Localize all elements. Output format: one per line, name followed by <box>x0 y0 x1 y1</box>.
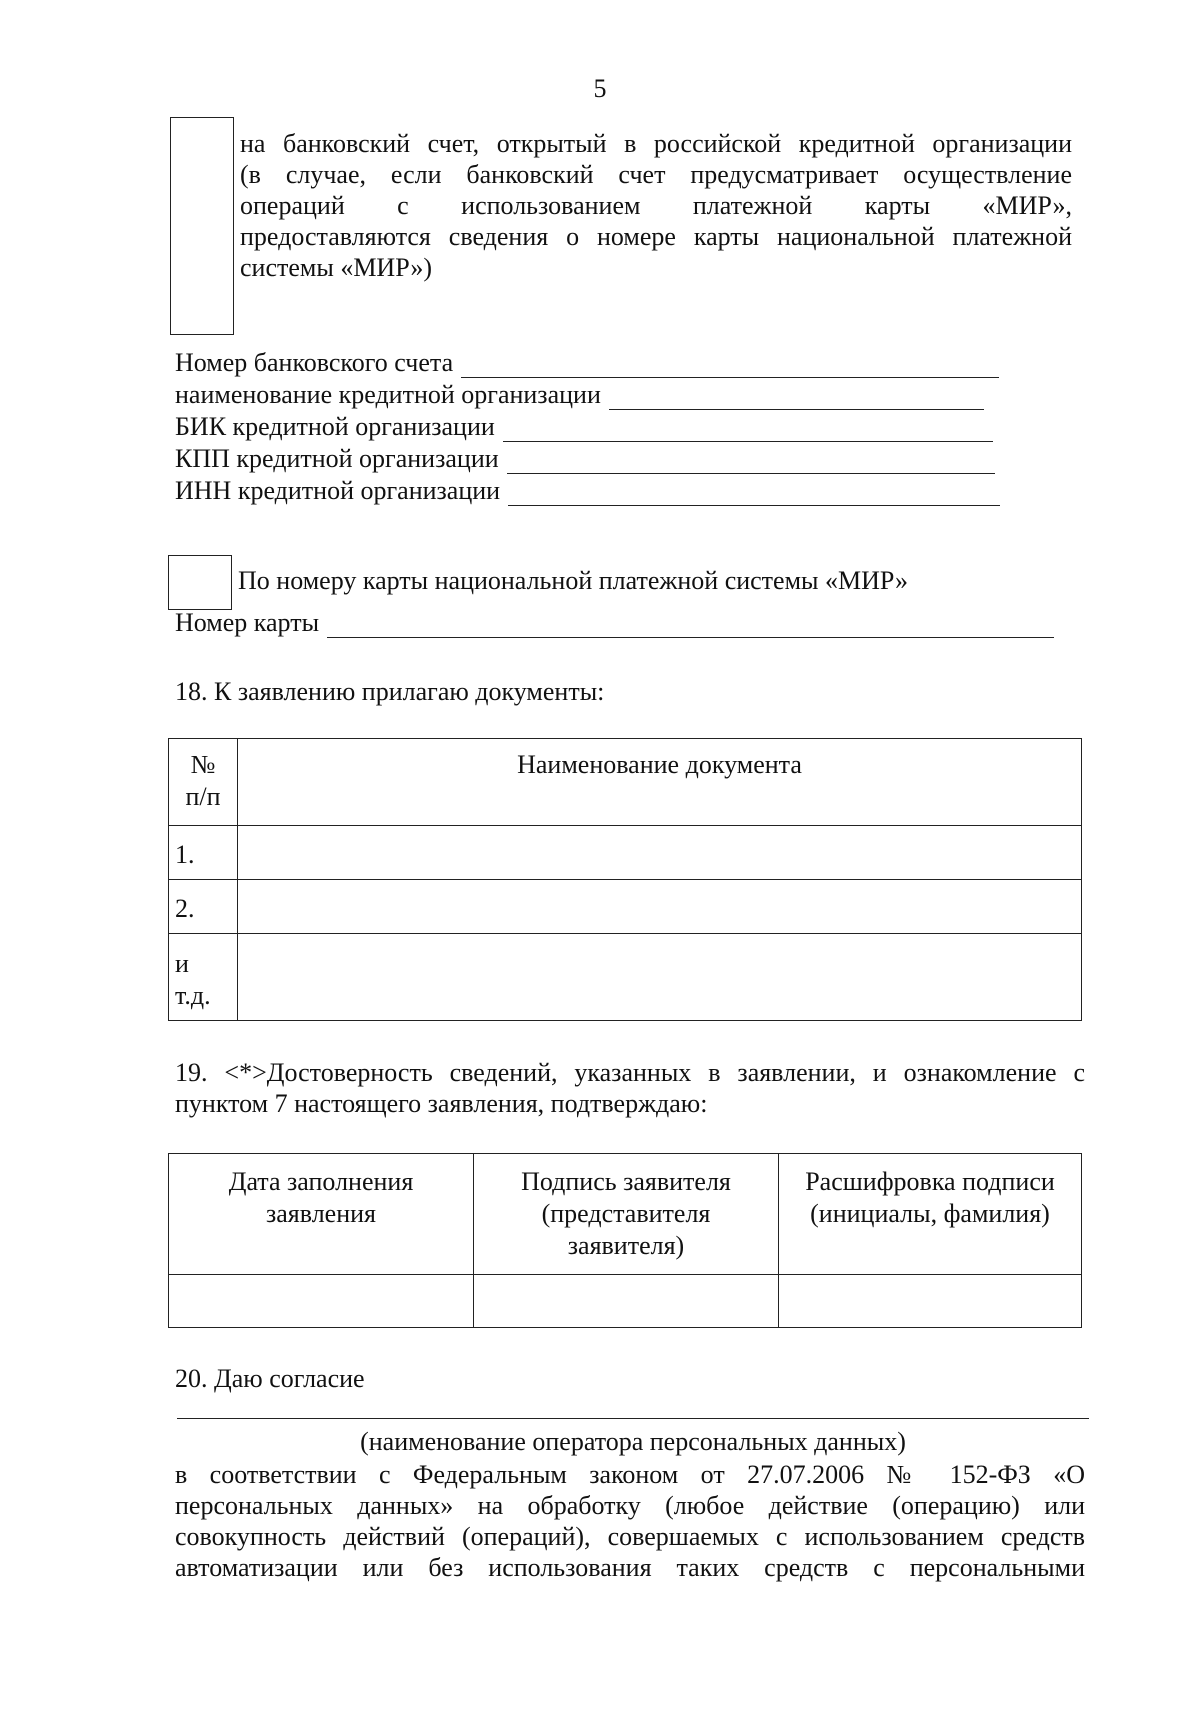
row-number-line: т.д. <box>175 981 211 1010</box>
header-line: (представителя <box>541 1199 711 1228</box>
kpp-field <box>175 441 995 474</box>
applicant-signature-cell[interactable] <box>474 1275 779 1328</box>
section-20-heading: 20. Даю согласие <box>175 1364 365 1393</box>
document-name-column-header: Наименование документа <box>238 739 1082 826</box>
number-header-line: № <box>190 750 216 779</box>
account-number-field <box>175 345 999 378</box>
document-name-cell[interactable] <box>238 826 1082 880</box>
number-header-line: п/п <box>185 782 221 811</box>
credit-org-name-field <box>175 377 984 410</box>
credit-org-name-input-line[interactable] <box>609 383 984 410</box>
section-19-text <box>175 1057 1085 1119</box>
bank-account-checkbox[interactable] <box>170 117 234 335</box>
section-19-line: пунктом 7 настоящего заявления, подтверждаю: <box>175 1089 708 1118</box>
section-20-line: персональных данных» на обработку (любое действие (операцию) или <box>175 1491 1085 1520</box>
inn-input-line[interactable] <box>508 479 1000 506</box>
section-19-line: 19. <*>Достоверность сведений, указанных в заявлении, и ознакомление с <box>175 1058 1085 1087</box>
kpp-input-line[interactable] <box>507 447 995 474</box>
operator-caption: (наименование оператора персональных данных) <box>360 1427 906 1456</box>
card-option-label: По номеру карты национальной платежной системы «МИР» <box>238 566 909 595</box>
section-20-line: автоматизации или без использования таких средств с персональными <box>175 1553 1085 1582</box>
documents-table <box>168 738 1082 1021</box>
signature-input-row <box>169 1275 1082 1328</box>
inn-field <box>175 473 1000 506</box>
header-line: Дата заполнения <box>228 1167 414 1196</box>
account-number-label: Номер банковского счета <box>175 348 454 377</box>
card-number-label: Номер карты <box>175 608 320 637</box>
header-line: Подпись заявителя <box>521 1167 731 1196</box>
bik-label: БИК кредитной организации <box>175 412 495 441</box>
bik-field <box>175 409 993 442</box>
option-line: предоставляются сведения о номере карты национальной платежной <box>240 222 1072 251</box>
document-name-cell[interactable] <box>238 934 1082 1021</box>
section-18-heading: 18. К заявлению прилагаю документы: <box>175 677 605 706</box>
inn-label: ИНН кредитной организации <box>175 476 501 505</box>
bank-account-option-text <box>240 128 1072 283</box>
row-number <box>169 934 238 1021</box>
option-line: (в случае, если банковский счет предусматривает осуществление <box>240 160 1072 189</box>
option-line: операций с использованием платежной карты «МИР», <box>240 191 1072 220</box>
section-20-line: в соответствии с Федеральным законом от 27.07.2006 № 152-ФЗ «О <box>175 1460 1085 1489</box>
option-line: системы «МИР») <box>240 253 432 282</box>
section-20-line: совокупность действий (операций), совершаемых с использованием средств <box>175 1522 1085 1551</box>
signature-transcript-cell[interactable] <box>779 1275 1082 1328</box>
header-line: Расшифровка подписи <box>805 1167 1055 1196</box>
header-line: заявления <box>265 1199 376 1228</box>
row-number-line: и <box>175 949 189 978</box>
applicant-signature-header <box>474 1154 779 1275</box>
option-line: на банковский счет, открытый в российской кредитной организации <box>240 129 1072 158</box>
kpp-label: КПП кредитной организации <box>175 444 499 473</box>
header-line: заявителя) <box>567 1231 685 1260</box>
credit-org-name-label: наименование кредитной организации <box>175 380 601 409</box>
document-name-cell[interactable] <box>238 880 1082 934</box>
operator-name-input-line[interactable] <box>177 1418 1089 1419</box>
row-number: 2. <box>169 880 238 934</box>
fill-date-cell[interactable] <box>169 1275 474 1328</box>
signature-header-row <box>169 1154 1082 1275</box>
table-row <box>169 826 1082 880</box>
card-number-input-line[interactable] <box>327 611 1054 638</box>
bik-input-line[interactable] <box>503 415 993 442</box>
account-number-input-line[interactable] <box>461 351 999 378</box>
section-20-text <box>175 1459 1085 1583</box>
row-number: 1. <box>169 826 238 880</box>
table-row <box>169 880 1082 934</box>
signature-transcript-header <box>779 1154 1082 1275</box>
table-header-row <box>169 739 1082 826</box>
signature-table <box>168 1153 1082 1328</box>
page-number: 5 <box>593 74 607 103</box>
number-column-header <box>169 739 238 826</box>
header-line: (инициалы, фамилия) <box>810 1199 1050 1228</box>
card-number-field <box>175 605 1054 638</box>
table-row <box>169 934 1082 1021</box>
fill-date-header <box>169 1154 474 1275</box>
card-option-checkbox[interactable] <box>168 555 232 610</box>
